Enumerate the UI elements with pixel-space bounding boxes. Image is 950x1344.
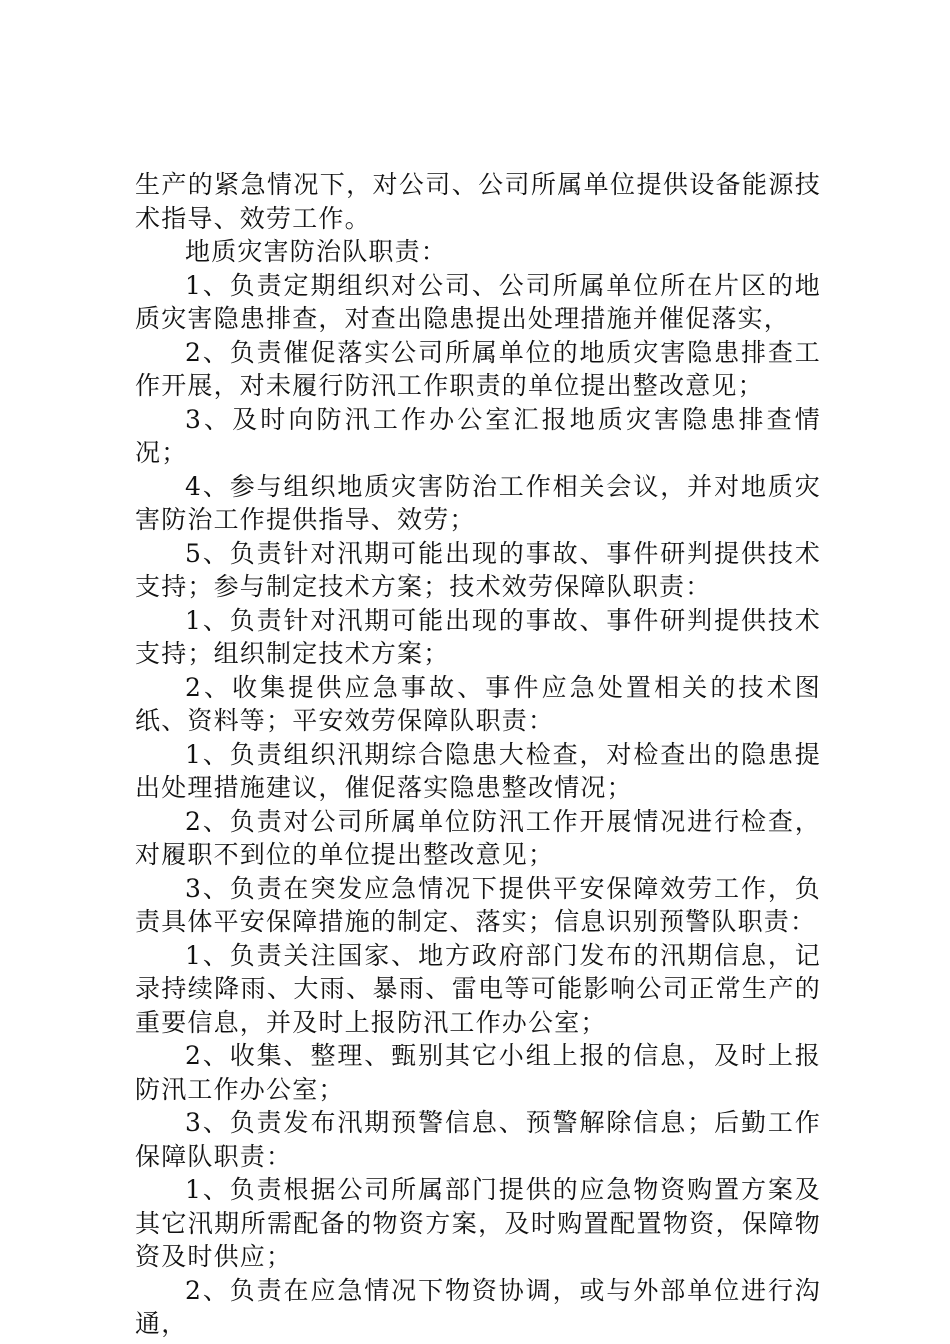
- paragraph-8: 2、收集提供应急事故、事件应急处置相关的技术图纸、资料等；平安效劳保障队职责：: [135, 672, 821, 735]
- paragraph-13: 2、收集、整理、甄别其它小组上报的信息，及时上报防汛工作办公室；: [135, 1041, 821, 1104]
- paragraph-1: 地质灾害防治队职责：: [185, 237, 448, 266]
- paragraph-6: 5、负责针对汛期可能出现的事故、事件研判提供技术支持；参与制定技术方案；技术效劳保障队职责：: [135, 538, 821, 601]
- document-body: [135, 168, 821, 1341]
- paragraph-10: 2、负责对公司所属单位防汛工作开展情况进行检查，对履职不到位的单位提出整改意见；: [135, 806, 821, 869]
- paragraph-3: 2、负责催促落实公司所属单位的地质灾害隐患排查工作开展，对未履行防汛工作职责的单位提出整改意见；: [135, 337, 821, 400]
- paragraph-5: 4、参与组织地质灾害防治工作相关会议，并对地质灾害防治工作提供指导、效劳；: [135, 471, 821, 534]
- paragraph-12: 1、负责关注国家、地方政府部门发布的汛期信息，记录持续降雨、大雨、暴雨、雷电等可能影响公司正常生产的重要信息，并及时上报防汛工作办公室；: [135, 940, 821, 1037]
- paragraph-9: 1、负责组织汛期综合隐患大检查，对检查出的隐患提出处理措施建议，催促落实隐患整改情况；: [135, 739, 821, 802]
- paragraph-16: 2、负责在应急情况下物资协调，或与外部单位进行沟通，: [135, 1275, 821, 1338]
- paragraph-7: 1、负责针对汛期可能出现的事故、事件研判提供技术支持；组织制定技术方案；: [135, 605, 821, 668]
- paragraph-4: 3、及时向防汛工作办公室汇报地质灾害隐患排查情况；: [135, 404, 821, 467]
- paragraph-11: 3、负责在突发应急情况下提供平安保障效劳工作，负责具体平安保障措施的制定、落实；信息识别预警队职责：: [135, 873, 821, 936]
- paragraph-15: 1、负责根据公司所属部门提供的应急物资购置方案及其它汛期所需配备的物资方案，及时购置配置物资，保障物资及时供应；: [135, 1175, 821, 1271]
- paragraph-0: 生产的紧急情况下，对公司、公司所属单位提供设备能源技术指导、效劳工作。: [135, 170, 821, 233]
- paragraph-2: 1、负责定期组织对公司、公司所属单位所在片区的地质灾害隐患排查，对查出隐患提出处理措施并催促落实，: [135, 270, 821, 333]
- paragraph-14: 3、负责发布汛期预警信息、预警解除信息；后勤工作保障队职责：: [135, 1108, 821, 1171]
